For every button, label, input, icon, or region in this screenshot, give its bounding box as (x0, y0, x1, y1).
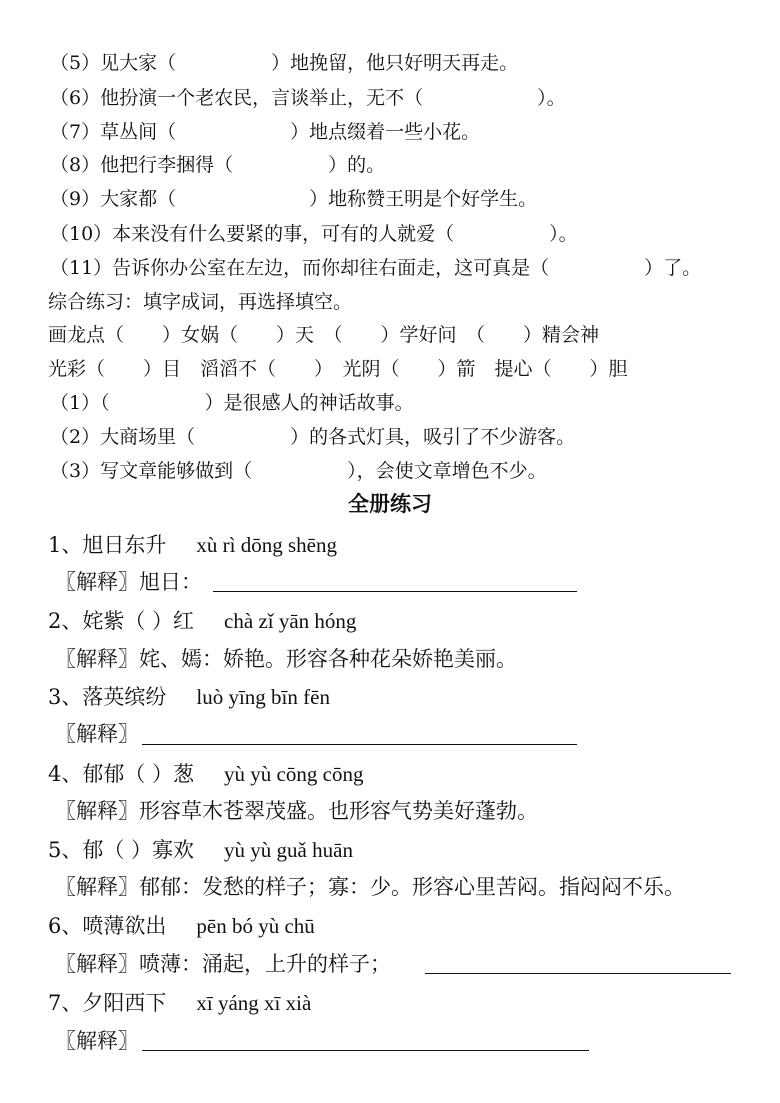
choice-item: （1）（ ）是很感人的神话故事。 (50, 392, 414, 414)
choice-item: （2）大商场里（ ）的各式灯具，吸引了不少游客。 (50, 426, 576, 448)
idiom-title: 2、姹紫（ ）红 (48, 609, 195, 633)
fill-in-item: （9）大家都（ ）地称赞王明是个好学生。 (50, 188, 538, 210)
idiom-pinyin: xī yáng xī xià (196, 991, 312, 1015)
answer-blank-line[interactable] (142, 744, 577, 745)
idiom-pinyin: yù yù guǎ huān (224, 838, 353, 862)
idiom-title: 1、旭日东升 (48, 533, 167, 557)
idiom-explanation: 〖解释〗形容草木苍翠茂盛。也形容气势美好蓬勃。 (55, 799, 538, 823)
answer-blank-line[interactable] (213, 591, 577, 592)
idiom-explanation: 〖解释〗旭日： (55, 570, 202, 594)
idiom-explanation: 〖解释〗姹、嫣：娇艳。形容各种花朵娇艳美丽。 (55, 647, 517, 671)
idiom-entry (48, 760, 363, 788)
idiom-explanation: 〖解释〗郁郁：发愁的样子；寡：少。形容心里苦闷。指闷闷不乐。 (55, 875, 685, 899)
idiom-entry (48, 836, 353, 864)
idiom-entry (48, 531, 337, 559)
fill-in-item: （10）本来没有什么要紧的事，可有的人就爱（ ）。 (50, 223, 578, 245)
idiom-title: 7、夕阳西下 (48, 991, 167, 1015)
idiom-explanation: 〖解释〗 (55, 722, 139, 746)
idiom-entry (48, 989, 311, 1017)
idiom-pinyin: pēn bó yù chū (196, 914, 315, 938)
idiom-title: 6、喷薄欲出 (48, 914, 167, 938)
word-row: 画龙点（ ）女娲（ ）天 （ ）学好问 （ ）精会神 (48, 324, 600, 346)
idiom-pinyin: xù rì dōng shēng (196, 533, 337, 557)
fill-in-item: （7）草丛间（ ）地点缀着一些小花。 (50, 121, 481, 143)
idiom-title: 4、郁郁（ ）葱 (48, 762, 195, 786)
fill-in-item: （11）告诉你办公室在左边，而你却往右面走，这可真是（ ）了。 (50, 257, 702, 279)
idiom-pinyin: yù yù cōng cōng (224, 762, 364, 786)
idiom-entry (48, 912, 315, 940)
idiom-explanation: 〖解释〗 (55, 1029, 139, 1053)
fill-in-item: （5）见大家（ ）地挽留，他只好明天再走。 (50, 52, 519, 74)
idiom-pinyin: luò yīng bīn fēn (196, 685, 330, 709)
fill-in-item: （8）他把行李捆得（ ）的。 (50, 154, 386, 176)
fill-in-item: （6）他扮演一个老农民，言谈举止，无不（ ）。 (50, 87, 566, 109)
answer-blank-line[interactable] (142, 1050, 589, 1051)
idiom-pinyin: chà zǐ yān hóng (224, 609, 357, 633)
exercise-title: 综合练习：填字成词，再选择填空。 (48, 291, 353, 313)
idiom-entry (48, 683, 330, 711)
idiom-explanation: 〖解释〗喷薄：涌起，上升的样子； (55, 952, 391, 976)
idiom-title: 3、落英缤纷 (48, 685, 167, 709)
word-row: 光彩（ ）目 滔滔不（ ） 光阴（ ）箭 提心（ ）胆 (48, 358, 628, 380)
idiom-title: 5、郁（ ）寡欢 (48, 838, 195, 862)
answer-blank-line[interactable] (425, 973, 731, 974)
idiom-entry (48, 607, 356, 635)
section-heading: 全册练习 (348, 491, 432, 516)
choice-item: （3）写文章能够做到（ ），会使文章增色不少。 (50, 460, 547, 482)
